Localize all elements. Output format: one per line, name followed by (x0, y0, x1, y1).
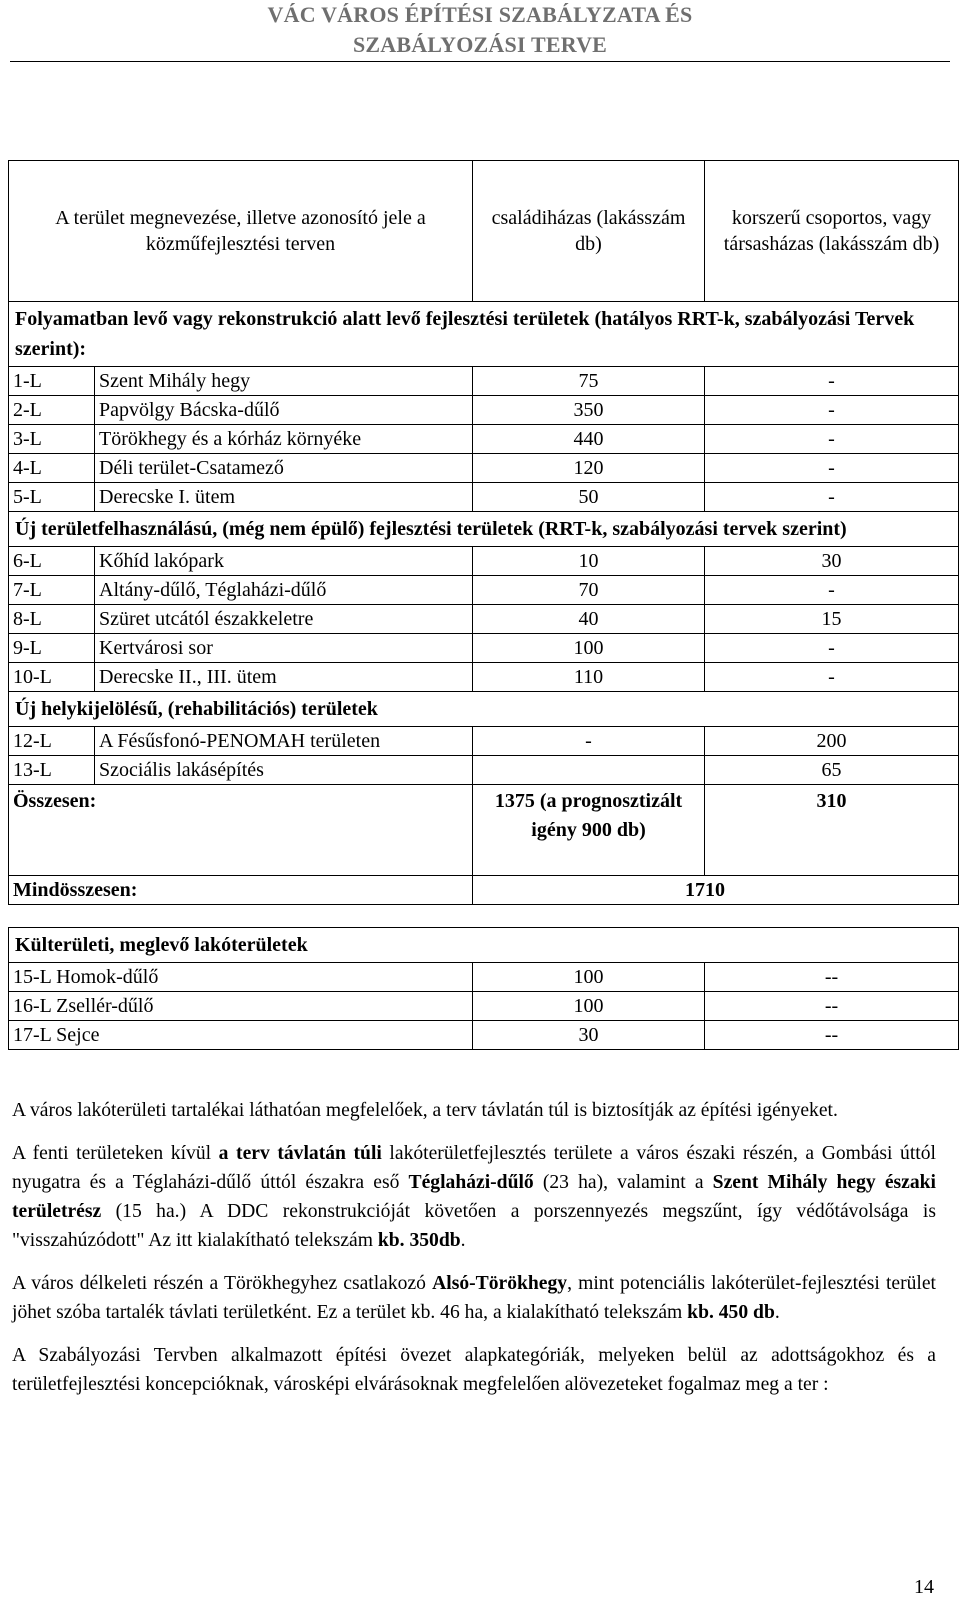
total-family: 1375 (a prognosztizált igény 900 db) (473, 785, 705, 876)
total-row (9, 785, 959, 876)
table-row (9, 963, 959, 992)
table-row (9, 605, 959, 634)
col-header-family: családiházas (lakásszám db) (473, 161, 705, 302)
grand-total-label: Mindösszesen: (9, 876, 473, 905)
row-family: 110 (473, 663, 705, 692)
section1-title: Folyamatban levő vagy rekonstrukció alatt levő fejlesztési területek (hatályos RRT-k, szabályozási Tervek szerint): (9, 302, 959, 367)
row-name: 17-L Sejce (9, 1021, 473, 1050)
paragraph-3: A város délkeleti részén a Törökhegyhez csatlakozó Alsó-Törökhegy, mint potenciális lakóterület-fejlesztési terület jöhet szóba tartalék távlati területként. Ez a terület kb. 46 ha, a kialakítható telekszám kb. 450 db. (12, 1273, 936, 1323)
table-row (9, 634, 959, 663)
row-name: Derecske II., III. ütem (95, 663, 473, 692)
row-code: 9-L (9, 634, 95, 663)
row-family: 10 (473, 547, 705, 576)
row-family: 350 (473, 396, 705, 425)
row-group: - (705, 454, 959, 483)
row-name: 15-L Homok-dűlő (9, 963, 473, 992)
row-group: 15 (705, 605, 959, 634)
row-group: - (705, 396, 959, 425)
table-row (9, 992, 959, 1021)
body-text (12, 1096, 936, 1413)
row-name: A Fésűsfonó-PENOMAH területen (95, 727, 473, 756)
row-group: - (705, 576, 959, 605)
spacer-row (9, 905, 959, 928)
row-code: 13-L (9, 756, 95, 785)
row-code: 1-L (9, 367, 95, 396)
row-code: 10-L (9, 663, 95, 692)
row-group: 200 (705, 727, 959, 756)
header-title-line1: VÁC VÁROS ÉPÍTÉSI SZABÁLYZATA ÉS (267, 2, 693, 27)
row-group: 30 (705, 547, 959, 576)
row-family: - (473, 727, 705, 756)
row-group: 65 (705, 756, 959, 785)
row-name: Kertvárosi sor (95, 634, 473, 663)
table-row (9, 756, 959, 785)
row-name: Szüret utcától északkeletre (95, 605, 473, 634)
paragraph-2: A fenti területeken kívül a terv távlatán túli lakóterületfejlesztés területe a város északi részén, a Gombási úttól nyugatra és a Téglaházi-dűlő úttól északra eső Téglaházi-dűlő (23 ha), valamint a Szent Mihály hegy északi területrész (15 ha.) A DDC rekonstrukcióját követően a porszennyezés megszűnt, így védőtávolsága is "visszahúzódott" Az itt kialakítható telekszám kb. 350db. (12, 1143, 936, 1251)
total-group: 310 (705, 785, 959, 876)
row-name: 16-L Zsellér-dűlő (9, 992, 473, 1021)
paragraph-1: A város lakóterületi tartalékai láthatóan megfelelőek, a terv távlatán túl is biztosítják az építési igényeket. (12, 1100, 838, 1121)
row-group: -- (705, 963, 959, 992)
section3-title: Új helykijelölésű, (rehabilitációs) területek (9, 692, 959, 727)
row-name: Szociális lakásépítés (95, 756, 473, 785)
paragraph-4: A Szabályozási Tervben alkalmazott építési övezet alapkategóriák, melyeken belül az adottságokhoz és a területfejlesztési koncepcióknak, városképi elvárásoknak megfelelően alövezeteket fogalmaz meg a ter : (12, 1345, 936, 1395)
table-row (9, 576, 959, 605)
section2-title: Új területfelhasználású, (még nem épülő) fejlesztési területek (RRT-k, szabályozási tervek szerint) (9, 512, 959, 547)
row-family: 100 (473, 963, 705, 992)
row-family: 120 (473, 454, 705, 483)
table-row (9, 425, 959, 454)
housing-table (8, 160, 959, 1050)
col-header-area: A terület megnevezése, illetve azonosító jele a közműfejlesztési terven (9, 161, 473, 302)
section-heading-row (9, 302, 959, 367)
row-code: 3-L (9, 425, 95, 454)
total-label: Összesen: (9, 785, 473, 876)
table-row (9, 663, 959, 692)
row-code: 6-L (9, 547, 95, 576)
row-code: 8-L (9, 605, 95, 634)
row-name: Papvölgy Bácska-dűlő (95, 396, 473, 425)
page-number: 14 (914, 1576, 934, 1598)
table-row (9, 367, 959, 396)
row-group: - (705, 367, 959, 396)
row-code: 4-L (9, 454, 95, 483)
col-header-group: korszerű csoportos, vagy társasházas (lakásszám db) (705, 161, 959, 302)
row-family: 100 (473, 992, 705, 1021)
table-row (9, 547, 959, 576)
page-header (0, 0, 960, 60)
section4-title: Külterületi, meglevő lakóterületek (9, 928, 959, 963)
row-family: 440 (473, 425, 705, 454)
row-group: - (705, 663, 959, 692)
row-group: -- (705, 1021, 959, 1050)
row-family (473, 756, 705, 785)
row-group: - (705, 425, 959, 454)
row-code: 7-L (9, 576, 95, 605)
row-family: 75 (473, 367, 705, 396)
table-header-row (9, 161, 959, 302)
row-name: Derecske I. ütem (95, 483, 473, 512)
row-group: - (705, 634, 959, 663)
table-row (9, 727, 959, 756)
grand-total-row (9, 876, 959, 905)
row-name: Déli terület-Csatamező (95, 454, 473, 483)
header-title-line2: SZABÁLYOZÁSI TERVE (352, 32, 608, 57)
section-heading-row (9, 928, 959, 963)
row-code: 5-L (9, 483, 95, 512)
table-row (9, 483, 959, 512)
table-row (9, 396, 959, 425)
row-name: Szent Mihály hegy (95, 367, 473, 396)
table-row (9, 454, 959, 483)
row-family: 100 (473, 634, 705, 663)
row-family: 70 (473, 576, 705, 605)
row-code: 12-L (9, 727, 95, 756)
row-family: 40 (473, 605, 705, 634)
row-name: Törökhegy és a kórház környéke (95, 425, 473, 454)
section-heading-row (9, 512, 959, 547)
header-divider (10, 61, 950, 62)
grand-total-value: 1710 (473, 876, 959, 905)
row-name: Kőhíd lakópark (95, 547, 473, 576)
section-heading-row (9, 692, 959, 727)
row-family: 30 (473, 1021, 705, 1050)
row-code: 2-L (9, 396, 95, 425)
row-group: - (705, 483, 959, 512)
row-group: -- (705, 992, 959, 1021)
row-family: 50 (473, 483, 705, 512)
row-name: Altány-dűlő, Téglaházi-dűlő (95, 576, 473, 605)
table-row (9, 1021, 959, 1050)
